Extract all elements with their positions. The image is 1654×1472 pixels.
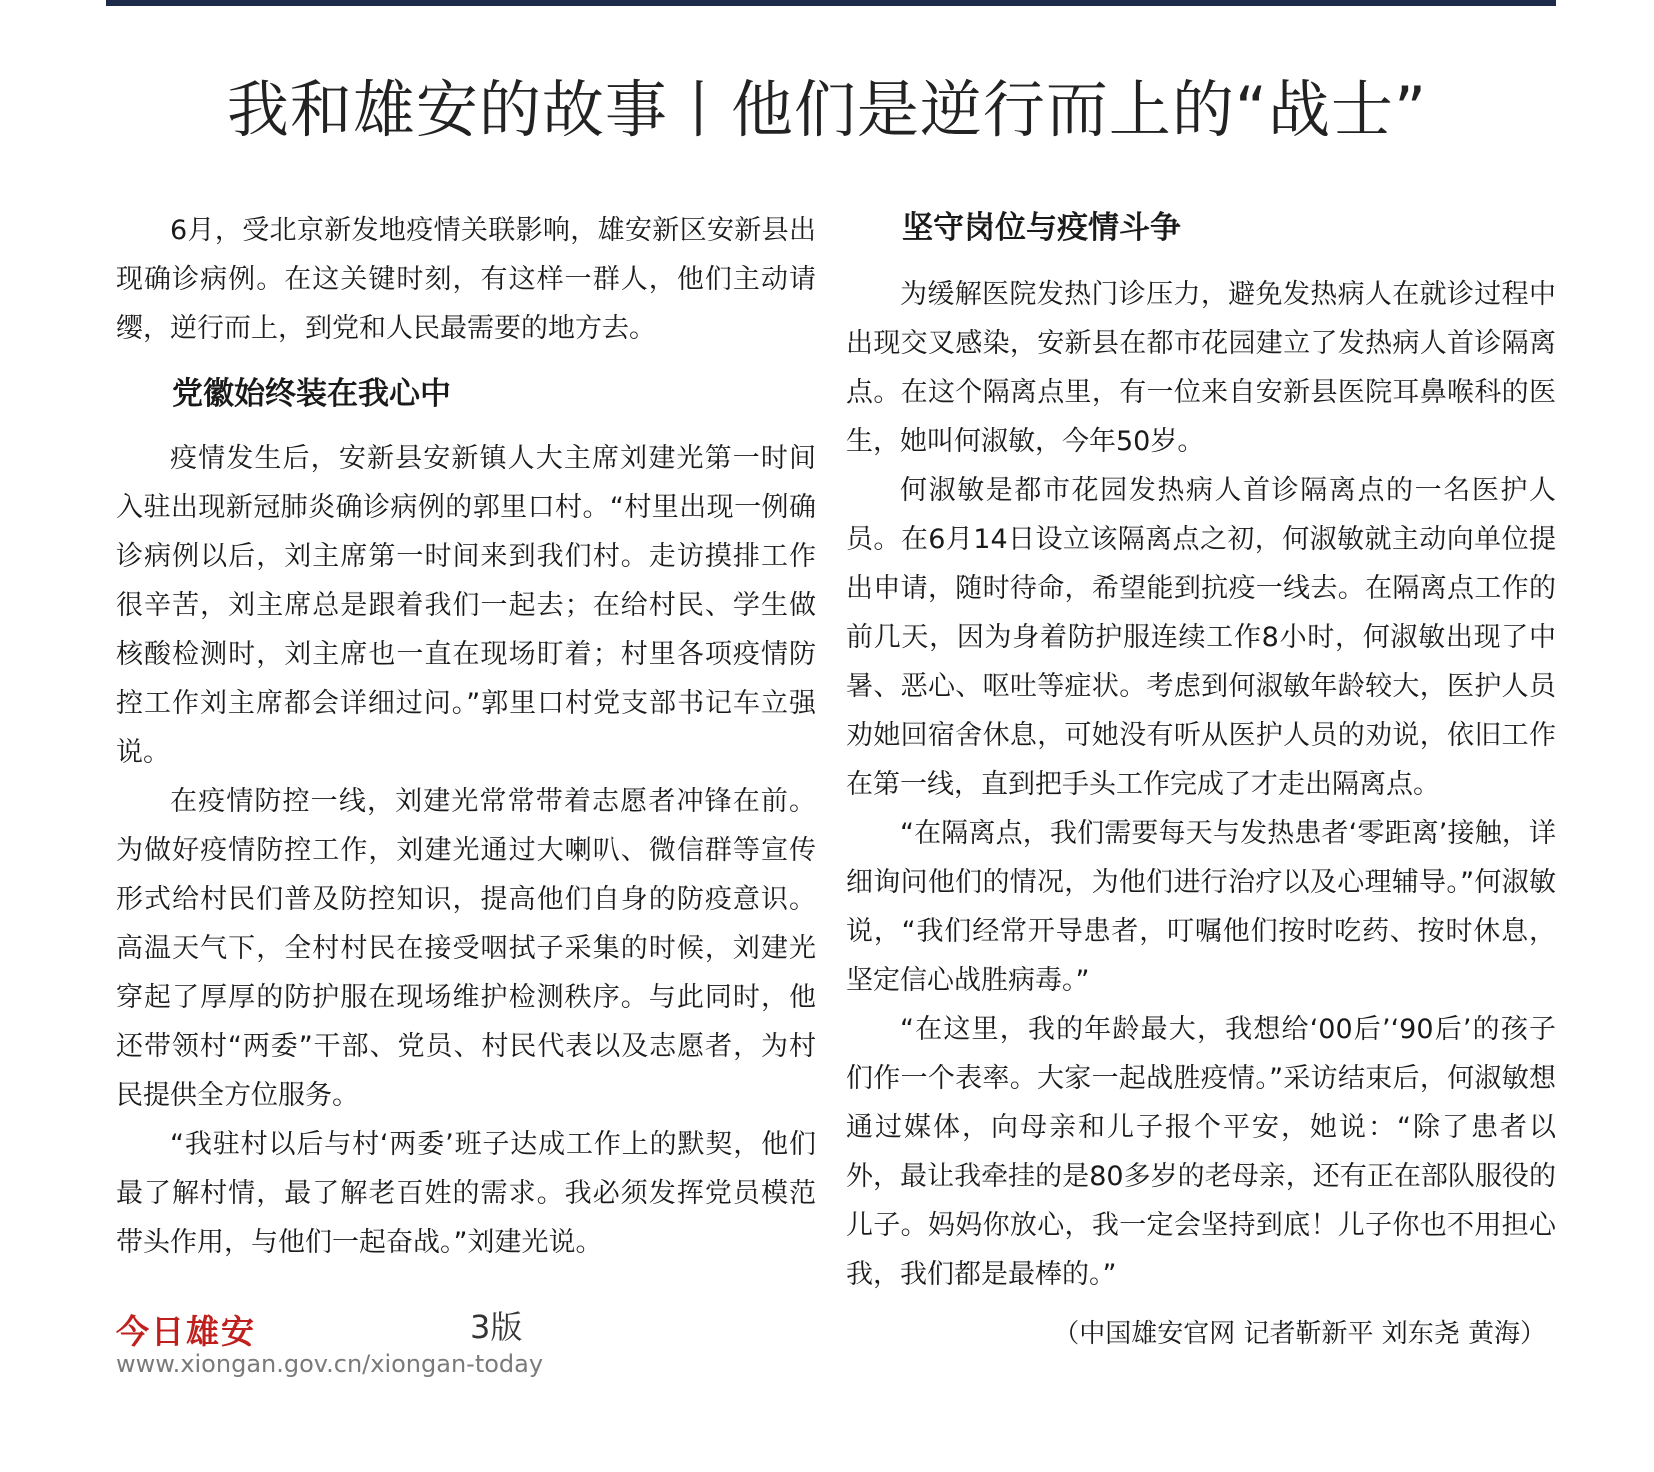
right-paragraph-3: “在隔离点，我们需要每天与发热患者‘零距离’接触，详细询问他们的情况，为他们进行治疗以及心理辅导。”何淑敏说，“我们经常开导患者，叮嘱他们按时吃药、按时休息，坚定信心战胜病毒。” <box>846 818 1556 996</box>
byline: （中国雄安官网 记者靳新平 刘东尧 黄海） <box>1053 1319 1546 1349</box>
intro-paragraph: 6月，受北京新发地疫情关联影响，雄安新区安新县出现确诊病例。在这关键时刻，有这样一群人，他们主动请缨，逆行而上，到党和人民最需要的地方去。 <box>116 215 816 344</box>
right-paragraph-2: 何淑敏是都市花园发热病人首诊隔离点的一名医护人员。在6月14日设立该隔离点之初，何淑敏就主动向单位提出申请，随时待命，希望能到抗疫一线去。在隔离点工作的前几天，因为身着防护服连续工作8小时，何淑敏出现了中暑、恶心、呕吐等症状。考虑到何淑敏年龄较大，医护人员劝她回宿舍休息，可她没有听从医护人员的劝说，依旧工作在第一线，直到把手头工作完成了才走出隔离点。 <box>846 475 1556 800</box>
masthead-logo: 今日雄安 <box>116 1312 256 1351</box>
top-rule <box>106 0 1556 6</box>
left-column <box>116 206 816 1267</box>
right-paragraph-4: “在这里，我的年龄最大，我想给‘00后’‘90后’的孩子们作一个表率。大家一起战胜疫情。”采访结束后，何淑敏想通过媒体，向母亲和儿子报个平安，她说：“除了患者以外，最让我牵挂的是80多岁的老母亲，还有正在部队服役的儿子。妈妈你放心，我一定会坚持到底！儿子你也不用担心我，我们都是最棒的。” <box>846 1014 1556 1290</box>
subheading-left: 党徽始终装在我心中 <box>172 376 451 412</box>
left-paragraph-2: 在疫情防控一线，刘建光常常带着志愿者冲锋在前。为做好疫情防控工作，刘建光通过大喇叭、微信群等宣传形式给村民们普及防控知识，提高他们自身的防疫意识。高温天气下，全村村民在接受咽拭子采集的时候，刘建光穿起了厚厚的防护服在现场维护检测秩序。与此同时，他还带领村“两委”干部、党员、村民代表以及志愿者，为村民提供全方位服务。 <box>116 786 816 1111</box>
article-title: 我和雄安的故事丨他们是逆行而上的“战士” <box>226 73 1428 146</box>
subheading-right: 坚守岗位与疫情斗争 <box>902 210 1181 246</box>
left-paragraph-1: 疫情发生后，安新县安新镇人大主席刘建光第一时间入驻出现新冠肺炎确诊病例的郭里口村。“村里出现一例确诊病例以后，刘主席第一时间来到我们村。走访摸排工作很辛苦，刘主席总是跟着我们一起去；在给村民、学生做核酸检测时，刘主席也一直在现场盯着；村里各项疫情防控工作刘主席都会详细过问。”郭里口村党支部书记车立强说。 <box>116 443 816 768</box>
page-number: 3版 <box>470 1308 523 1346</box>
left-paragraph-3: “我驻村以后与村‘两委’班子达成工作上的默契，他们最了解村情，最了解老百姓的需求。我必须发挥党员模范带头作用，与他们一起奋战。”刘建光说。 <box>116 1129 816 1258</box>
site-url: www.xiongan.gov.cn/xiongan-today <box>116 1350 544 1378</box>
right-column <box>846 206 1556 1350</box>
right-paragraph-1: 为缓解医院发热门诊压力，避免发热病人在就诊过程中出现交叉感染，安新县在都市花园建立了发热病人首诊隔离点。在这个隔离点里，有一位来自安新县医院耳鼻喉科的医生，她叫何淑敏，今年50岁。 <box>846 279 1556 457</box>
